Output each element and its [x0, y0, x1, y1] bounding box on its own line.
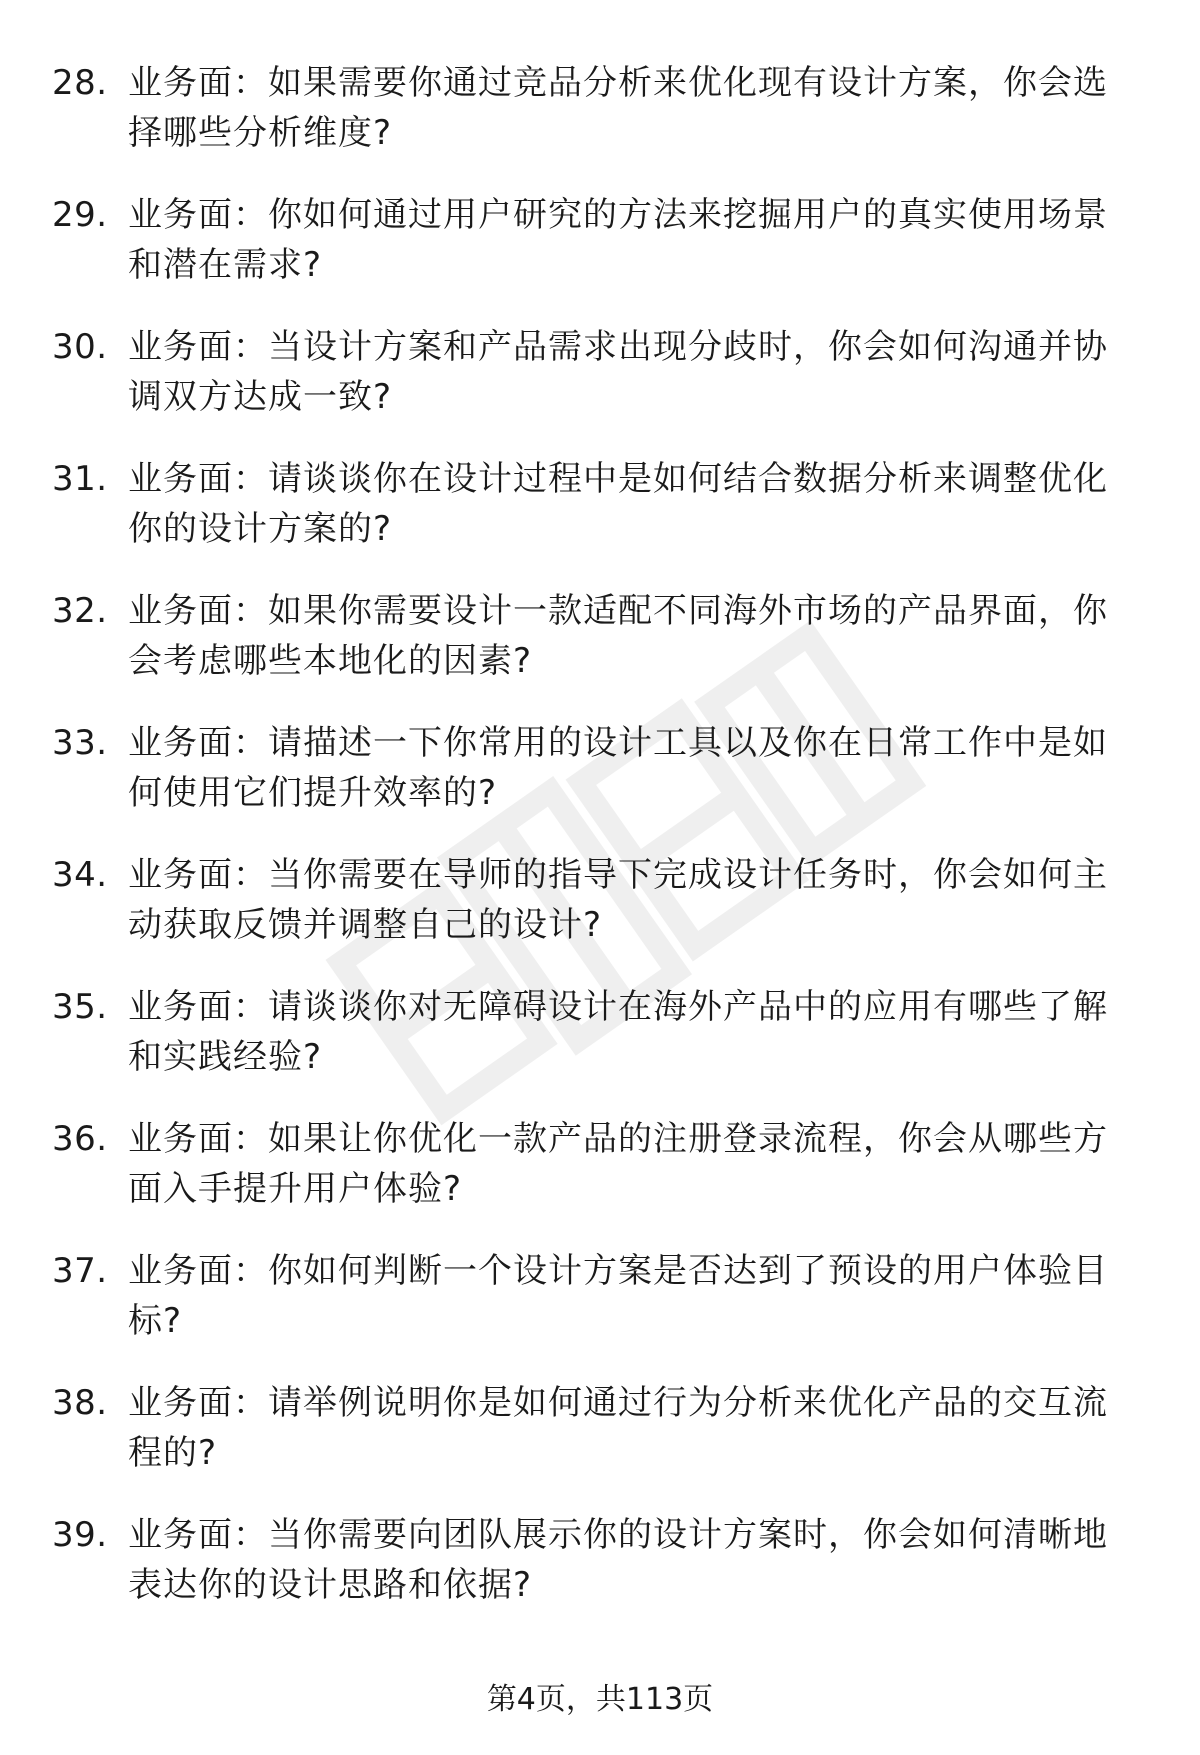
- question-number: 32.: [52, 591, 108, 631]
- question-number: 33.: [52, 723, 108, 763]
- list-item: [0, 58, 1200, 190]
- question-text: 业务面：如果让你优化一款产品的注册登录流程，你会从哪些方面入手提升用户体验?: [128, 1119, 1108, 1209]
- list-item: [0, 322, 1200, 454]
- page-number-label: 第4页，共113页: [486, 1682, 714, 1717]
- question-text: 业务面：当设计方案和产品需求出现分歧时，你会如何沟通并协调双方达成一致?: [128, 327, 1108, 417]
- question-text: 业务面：你如何通过用户研究的方法来挖掘用户的真实使用场景和潜在需求?: [128, 195, 1108, 285]
- question-text: 业务面：请谈谈你对无障碍设计在海外产品中的应用有哪些了解和实践经验?: [128, 987, 1108, 1077]
- list-item: [0, 1378, 1200, 1510]
- question-text: 业务面：当你需要向团队展示你的设计方案时，你会如何清晰地表达你的设计思路和依据?: [128, 1515, 1108, 1605]
- list-item: [0, 1246, 1200, 1378]
- question-number: 36.: [52, 1119, 108, 1159]
- question-text: 业务面：当你需要在导师的指导下完成设计任务时，你会如何主动获取反馈并调整自己的设计?: [128, 855, 1108, 945]
- question-text: 业务面：请谈谈你在设计过程中是如何结合数据分析来调整优化你的设计方案的?: [128, 459, 1108, 549]
- question-text: 业务面：如果需要你通过竞品分析来优化现有设计方案，你会选择哪些分析维度?: [128, 63, 1108, 153]
- question-number: 35.: [52, 987, 108, 1027]
- page-footer: [0, 1680, 1200, 1720]
- question-list: [0, 58, 1200, 1642]
- question-number: 34.: [52, 855, 108, 895]
- question-number: 30.: [52, 327, 108, 367]
- list-item: [0, 1510, 1200, 1642]
- list-item: [0, 586, 1200, 718]
- list-item: [0, 1114, 1200, 1246]
- question-text: 业务面：如果你需要设计一款适配不同海外市场的产品界面，你会考虑哪些本地化的因素?: [128, 591, 1108, 681]
- question-number: 39.: [52, 1515, 108, 1555]
- question-number: 28.: [52, 63, 108, 103]
- question-text: 业务面：你如何判断一个设计方案是否达到了预设的用户体验目标?: [128, 1251, 1108, 1341]
- question-number: 38.: [52, 1383, 108, 1423]
- list-item: [0, 982, 1200, 1114]
- question-number: 29.: [52, 195, 108, 235]
- list-item: [0, 850, 1200, 982]
- list-item: [0, 718, 1200, 850]
- list-item: [0, 190, 1200, 322]
- question-number: 31.: [52, 459, 108, 499]
- question-text: 业务面：请描述一下你常用的设计工具以及你在日常工作中是如何使用它们提升效率的?: [128, 723, 1108, 813]
- question-text: 业务面：请举例说明你是如何通过行为分析来优化产品的交互流程的?: [128, 1383, 1108, 1473]
- question-number: 37.: [52, 1251, 108, 1291]
- list-item: [0, 454, 1200, 586]
